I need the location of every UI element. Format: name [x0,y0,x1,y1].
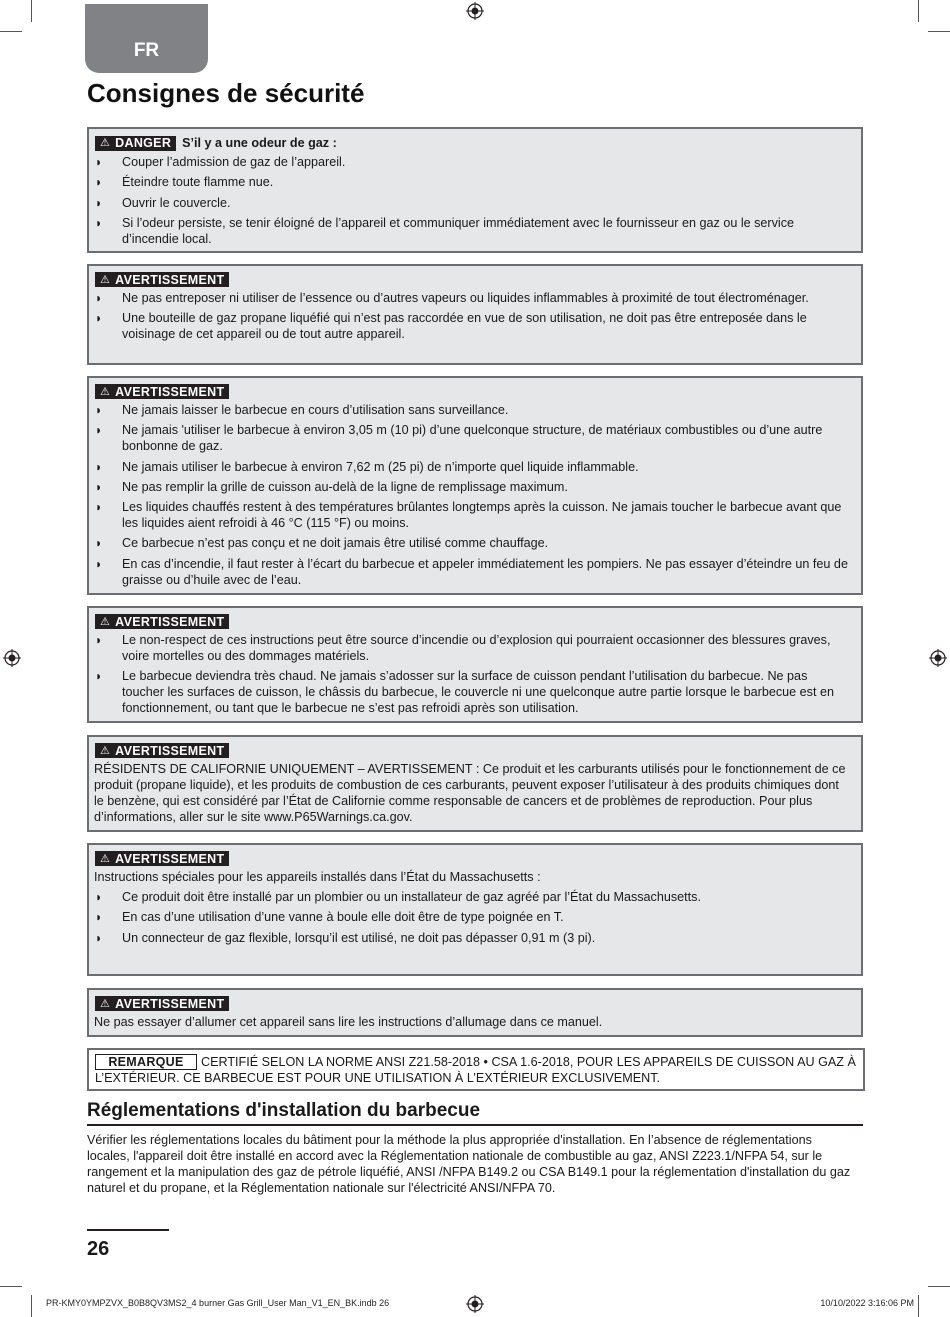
arrowhead-bullet-icon: ◗ [95,479,103,494]
crop-mark [31,0,32,22]
warning-box [87,606,863,723]
page-number: 26 [87,1238,110,1260]
warning-signal: ⚠ AVERTISSEMENT [95,272,229,287]
language-tab-label: FR [133,40,160,61]
arrowhead-bullet-icon: ◗ [95,215,103,230]
registration-mark-icon [3,649,21,667]
warning-box [87,843,863,976]
list-item: ◗ Ouvrir le couvercle. [95,195,231,210]
crop-mark [918,1295,919,1317]
warning-signal: ⚠ AVERTISSEMENT [95,743,229,758]
arrowhead-bullet-icon: ◗ [95,556,103,571]
list-item: ◗ Le non-respect de ces instructions peut être source d’incendie ou d’explosion qui pourraient occasionner des blessures graves, voire mortelles ou des dommages matériels. [95,633,831,663]
arrowhead-bullet-icon: ◗ [95,195,103,210]
warning-header [95,272,849,287]
arrowhead-bullet-icon: ◗ [95,423,103,438]
lighting-warning-text: Ne pas essayer d’allumer cet appareil sans lire les instructions d’allumage dans ce manuel. [94,1015,603,1029]
warning-list [94,632,849,716]
massachusetts-intro: Instructions spéciales pour les appareils installés dans l’État du Massachusetts : [94,870,541,884]
section-body: Vérifier les réglementations locales du bâtiment pour la méthode la plus appropriée d'installation. En l’absence de réglementations locales, l'appareil doit être installé en accord avec la Réglementation nationale de combustible au gaz, ANSI Z223.1/NFPA 54, sur le rangement et la manipulation des gaz de pétrole liquéfié, ANSI /NFPA B149.2 ou CSA B149.1 pour la réglementation d'installation du gaz naturel et du propane, et la Réglementation nationale sur l'électricité ANSI/NFPA 70. [87,1133,851,1195]
warning-signal: ⚠ AVERTISSEMENT [95,384,229,399]
arrowhead-bullet-icon: ◗ [95,459,103,474]
list-item: ◗ Ne jamais utiliser le barbecue à environ 7,62 m (25 pi) de n’importe quel liquide inflammable. [95,459,639,474]
registration-mark-icon [466,2,484,20]
warning-box [87,376,863,595]
danger-header [95,135,849,151]
arrowhead-bullet-icon: ◗ [95,930,103,945]
footer-date-time: 10/10/2022 3:16:06 PM [820,1298,914,1308]
list-item: ◗ Ne jamais 'utiliser le barbecue à environ 3,05 m (10 pi) d’une quelconque structure, de matériaux combustibles ou d’une autre bonbonne de gaz. [95,423,823,454]
warning-header [95,851,849,866]
warning-triangle-icon: ⚠ [100,137,111,149]
arrowhead-bullet-icon: ◗ [95,910,103,925]
warning-signal: ⚠ AVERTISSEMENT [95,996,229,1011]
arrowhead-bullet-icon: ◗ [95,155,103,169]
crop-mark [31,1295,32,1317]
danger-signal: ⚠ DANGER [95,136,176,151]
warning-signal: ⚠ AVERTISSEMENT [95,614,229,629]
crop-mark [918,0,919,22]
crop-mark [0,31,22,32]
list-item: ◗ Une bouteille de gaz propane liquéfié qui n’est pas raccordée en vue de son utilisation, ne doit pas être entreposée dans le voisinage de cet appareil ou de tout autre appareil. [95,311,807,342]
warning-triangle-icon: ⚠ [100,744,111,757]
warning-triangle-icon: ⚠ [100,852,111,865]
list-item: ◗ Éteindre toute flamme nue. [95,175,274,190]
registration-mark-icon [929,649,947,667]
registration-mark-icon [466,1295,484,1313]
list-item: ◗ Le barbecue deviendra très chaud. Ne jamais s’adosser sur la surface de cuisson pendant l’utilisation du barbecue. Ne pas toucher les surfaces de cuisson, le châssis du barbecue, le couvercle ni une quelconque autre partie lorsque le barbecue est en fonctionnement, ou tant que le barbecue ne s’est pas refroidi après son utilisation. [95,669,834,716]
warning-box [87,735,863,832]
crop-mark [928,1286,950,1287]
page-title: Consignes de sécurité [87,78,365,108]
list-item: ◗ Ne jamais laisser le barbecue en cours d’utilisation sans surveillance. [95,403,509,417]
list-item: ◗ Si l’odeur persiste, se tenir éloigné de l’appareil et communiquer immédiatement avec le fournisseur en gaz ou le service d’incendie local. [95,215,795,246]
list-item: ◗ Couper l’admission de gaz de l’appareil. [95,155,346,169]
warning-header [95,743,849,758]
list-item: ◗ Un connecteur de gaz flexible, lorsqu’il est utilisé, ne doit pas dépasser 0,91 m (3 pi). [95,930,596,945]
section-title: Réglementations d'installation du barbecue [87,1100,863,1126]
list-item: ◗ Ne pas entreposer ni utiliser de l’essence ou d’autres vapeurs ou liquides inflammables à proximité de tout électroménager. [95,291,809,305]
warning-header [95,614,849,629]
crop-mark [928,31,950,32]
note-label: REMARQUE [95,1054,197,1070]
list-item: ◗ Les liquides chauffés restent à des températures brûlantes longtemps après la cuisson. Ne jamais toucher le barbecue avant que les liquides aient refroidi à 46 °C (115 °F) ou moins. [95,500,842,531]
crop-mark [0,1286,22,1287]
danger-box [87,127,863,253]
list-item: ◗ Ne pas remplir la grille de cuisson au-delà de la ligne de remplissage maximum. [95,479,568,494]
danger-list [94,154,849,247]
list-item: ◗ Ce barbecue n’est pas conçu et ne doit jamais être utilisé comme chauffage. [95,536,549,551]
page-number-rule [87,1229,169,1231]
warning-triangle-icon: ⚠ [100,273,111,286]
language-tab [85,4,208,73]
arrowhead-bullet-icon: ◗ [95,633,103,647]
arrowhead-bullet-icon: ◗ [95,890,103,904]
warning-triangle-icon: ⚠ [100,997,111,1010]
warning-list [94,402,849,588]
list-item: ◗ En cas d’incendie, il faut rester à l’écart du barbecue et appeler immédiatement les pompiers. Ne pas essayer d’éteindre un feu de graisse ou d’huile avec de l’eau. [95,556,848,587]
arrowhead-bullet-icon: ◗ [95,536,103,551]
note-text: CERTIFIÉ SELON LA NORME ANSI Z21.58-2018 • CSA 1.6-2018, POUR LES APPAREILS DE CUISSON AU GAZ À L’EXTÉRIEUR. CE BARBECUE EST POUR UNE UTILISATION À L’EXTÉRIEUR EXCLUSIVEMENT. [95,1055,856,1085]
warning-signal: ⚠ AVERTISSEMENT [95,851,229,866]
warning-list [94,889,849,946]
arrowhead-bullet-icon: ◗ [95,669,103,684]
arrowhead-bullet-icon: ◗ [95,500,103,515]
arrowhead-bullet-icon: ◗ [95,291,103,305]
warning-header [95,384,849,399]
warning-box [87,264,863,365]
warning-header [95,996,849,1011]
warning-box [87,988,863,1037]
arrowhead-bullet-icon: ◗ [95,311,103,326]
california-warning-text: RÉSIDENTS DE CALIFORNIE UNIQUEMENT – AVERTISSEMENT : Ce produit et les carburants utilisés pour le fonctionnement de ce produit (propane liquide), et les produits de combustion de ces carburants, peuvent exposer l’utilisateur à des produits chimiques dont le benzène, qui est considéré par l’État de Californie comme responsable de cancers et de problèmes de reproduction. Pour plus d’informations, aller sur le site www.P65Warnings.ca.gov. [94,762,846,824]
list-item: ◗ Ce produit doit être installé par un plombier ou un installateur de gaz agréé par l’État du Massachusetts. [95,890,701,904]
note-box [87,1048,865,1091]
warning-triangle-icon: ⚠ [100,385,111,398]
warning-list [94,290,849,342]
arrowhead-bullet-icon: ◗ [95,175,103,190]
arrowhead-bullet-icon: ◗ [95,403,103,417]
footer-file-info: PR-KMY0YMPZVX_B0B8QV3MS2_4 burner Gas Grill_User Man_V1_EN_BK.indb 26 [46,1298,390,1308]
danger-heading: S’il y a une odeur de gaz : [182,136,337,150]
list-item: ◗ En cas d’une utilisation d’une vanne à boule elle doit être de type poignée en T. [95,910,564,925]
warning-triangle-icon: ⚠ [100,615,111,628]
